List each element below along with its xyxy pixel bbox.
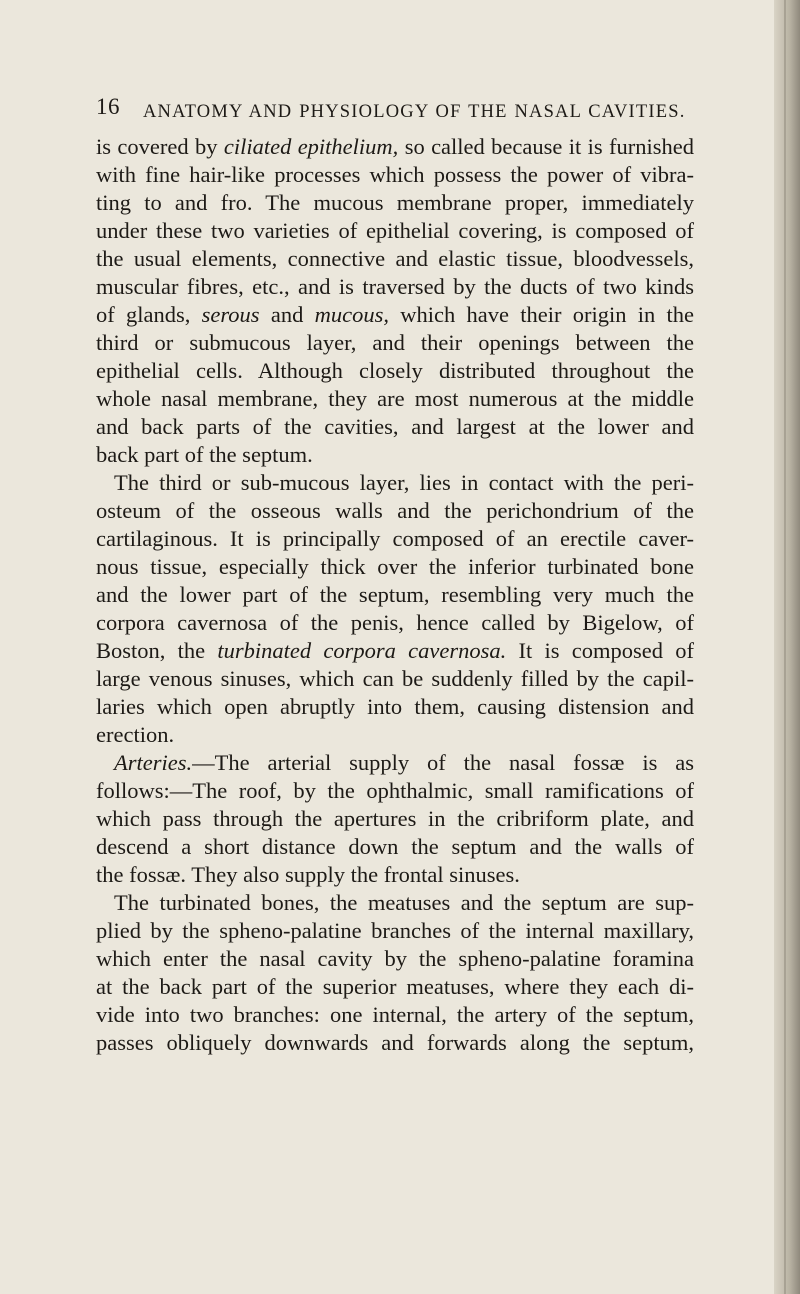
page-edge-shadow (774, 0, 800, 1294)
text-segment: and the lower part of the septum, resembling very much the (96, 582, 694, 607)
text-segment: passes obliquely downwards and forwards along the septum, (96, 1030, 694, 1055)
text-segment: The turbinated bones, the meatuses and the septum are sup- (114, 890, 694, 915)
text-segment: ting to and fro. The mucous membrane proper, immediately (96, 190, 694, 215)
text-line (96, 665, 694, 693)
text-line (96, 413, 694, 441)
text-segment: vide into two branches: one internal, the artery of the septum, (96, 1002, 694, 1027)
text-segment: —The arterial supply of the nasal fossæ is as (192, 750, 694, 775)
italic-text: Arteries. (114, 750, 193, 775)
text-segment: laries which open abruptly into them, causing distension and (96, 694, 694, 719)
text-segment: the usual elements, connective and elastic tissue, bloodvessels, (96, 246, 694, 271)
text-segment: osteum of the osseous walls and the perichondrium of the (96, 498, 694, 523)
text-line (96, 777, 694, 805)
text-line (96, 693, 694, 721)
text-segment: and back parts of the cavities, and largest at the lower and (96, 414, 694, 439)
text-line (96, 749, 694, 777)
text-line (96, 553, 694, 581)
italic-text: mucous, (314, 302, 389, 327)
text-segment: muscular fibres, etc., and is traversed by the ducts of two kinds (96, 274, 694, 299)
text-segment: is covered by (96, 134, 224, 159)
text-line (96, 1001, 694, 1029)
text-segment: under these two varieties of epithelial covering, is composed of (96, 218, 694, 243)
text-line (96, 945, 694, 973)
italic-text: serous (201, 302, 260, 327)
text-segment: of glands, (96, 302, 202, 327)
text-line (96, 973, 694, 1001)
italic-text: turbinated corpora cavernosa. (217, 638, 507, 663)
text-line (96, 721, 694, 749)
text-segment: back part of the septum. (96, 442, 313, 467)
text-segment: plied by the spheno-palatine branches of the internal maxillary, (96, 918, 694, 943)
text-line (96, 917, 694, 945)
text-line (96, 861, 694, 889)
text-line (96, 833, 694, 861)
text-line (96, 441, 694, 469)
text-line (96, 637, 694, 665)
page-header (96, 92, 696, 132)
text-line (96, 301, 694, 329)
page-edge-line (784, 0, 786, 1294)
text-line (96, 497, 694, 525)
text-segment: erection. (96, 722, 175, 747)
text-segment: and (259, 302, 315, 327)
text-segment: third or submucous layer, and their openings between the (96, 330, 694, 355)
text-segment: whole nasal membrane, they are most numerous at the middle (96, 386, 694, 411)
text-line (96, 889, 694, 917)
page-number: 16 (96, 94, 120, 119)
text-segment: corpora cavernosa of the penis, hence called by Bigelow, of (96, 610, 694, 635)
text-line (96, 273, 694, 301)
text-segment: It is composed of (506, 638, 694, 663)
text-segment: so called because it is furnished (398, 134, 694, 159)
text-segment: cartilaginous. It is principally composed of an erectile caver- (96, 526, 694, 551)
italic-text: ciliated epithelium, (223, 134, 399, 159)
text-segment: which pass through the apertures in the cribriform plate, and (96, 806, 694, 831)
body-text (96, 133, 694, 1057)
text-line (96, 217, 694, 245)
text-segment: with fine hair-like processes which possess the power of vibra- (96, 162, 694, 187)
text-line (96, 133, 694, 161)
text-line (96, 161, 694, 189)
running-head: ANATOMY AND PHYSIOLOGY OF THE NASAL CAVITIES. (143, 102, 686, 122)
text-line (96, 581, 694, 609)
text-line (96, 385, 694, 413)
text-line (96, 469, 694, 497)
text-segment: the fossæ. They also supply the frontal sinuses. (96, 862, 520, 887)
text-line (96, 329, 694, 357)
text-line (96, 189, 694, 217)
text-segment: large venous sinuses, which can be suddenly filled by the capil- (96, 666, 694, 691)
text-line (96, 1029, 694, 1057)
text-segment: at the back part of the superior meatuses, where they each di- (96, 974, 694, 999)
text-segment: The third or sub-mucous layer, lies in contact with the peri- (114, 470, 694, 495)
text-segment: nous tissue, especially thick over the inferior turbinated bone (96, 554, 694, 579)
text-line (96, 245, 694, 273)
text-line (96, 609, 694, 637)
text-segment: which enter the nasal cavity by the spheno-palatine foramina (96, 946, 694, 971)
text-segment: which have their origin in the (388, 302, 694, 327)
text-segment: epithelial cells. Although closely distributed throughout the (96, 358, 694, 383)
text-line (96, 525, 694, 553)
text-segment: follows:—The roof, by the ophthalmic, small ramifications of (96, 778, 694, 803)
text-segment: descend a short distance down the septum and the walls of (96, 834, 694, 859)
text-segment: Boston, the (96, 638, 218, 663)
text-line (96, 805, 694, 833)
text-line (96, 357, 694, 385)
